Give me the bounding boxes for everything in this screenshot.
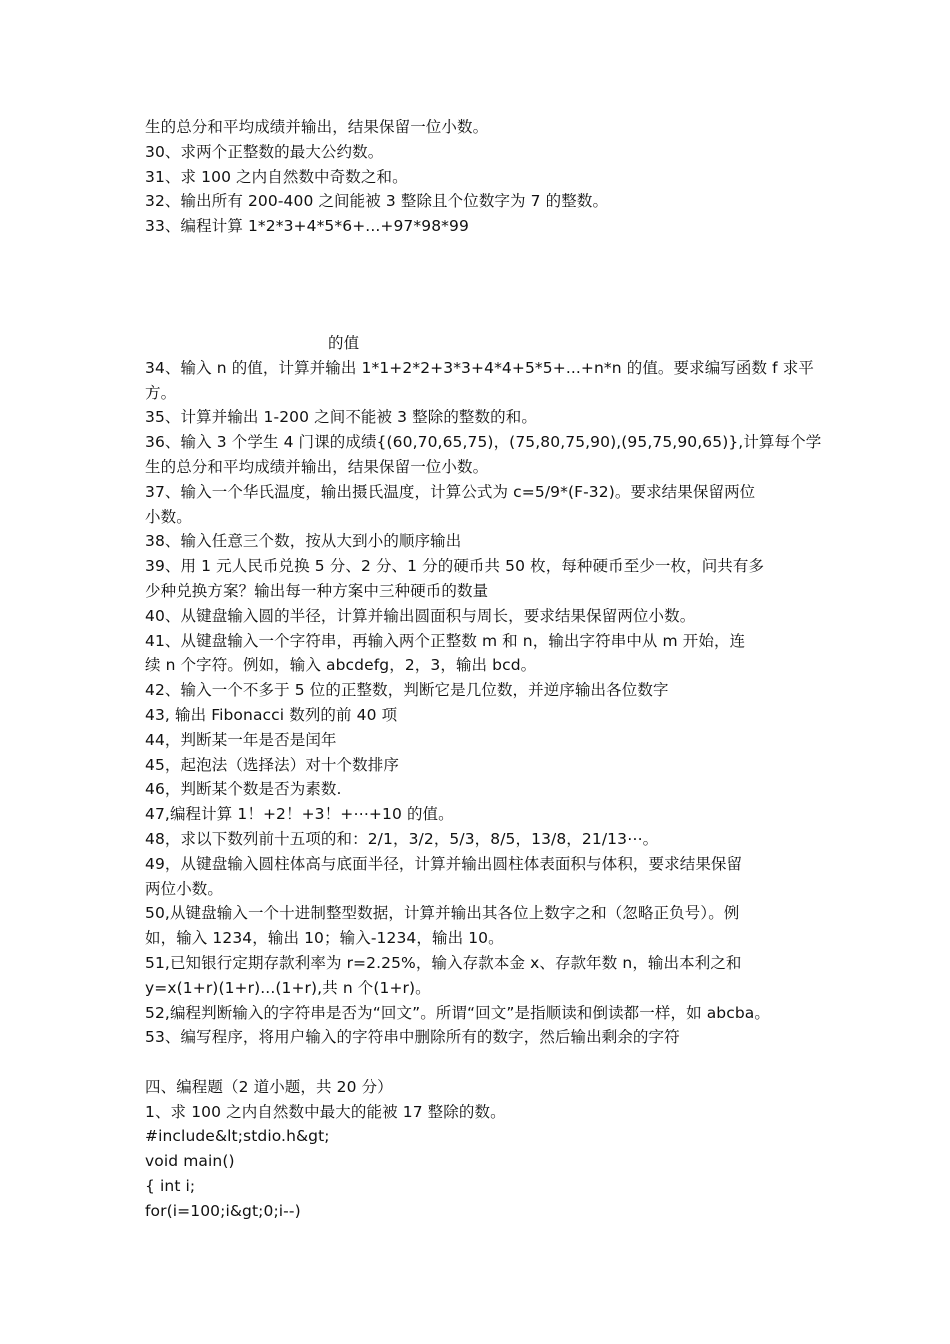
exercise-36: 36、输入 3 个学生 4 门课的成绩{(60,70,65,75)，(75,80,75,90),(95,75,90,65)},计算每个学 — [145, 433, 822, 452]
exercise-48: 48，求以下数列前十五项的和：2/1，3/2，5/3，8/5，13/8，21/13⋯。 — [145, 829, 659, 848]
exercise-33-continuation: 的值 — [328, 333, 360, 352]
exercise-37: 37、输入一个华氏温度，输出摄氏温度，计算公式为 c=5/9*(F-32)。要求结果保留两位 — [145, 482, 756, 501]
exercise-36-continuation: 生的总分和平均成绩并输出，结果保留一位小数。 — [145, 457, 489, 476]
exercise-45: 45，起泡法（选择法）对十个数排序 — [145, 755, 399, 774]
exercise-42: 42、输入一个不多于 5 位的正整数，判断它是几位数，并逆序输出各位数字 — [145, 681, 669, 700]
exercise-39-continuation: 少种兑换方案？输出每一种方案中三种硬币的数量 — [145, 581, 489, 600]
exercise-46: 46，判断某个数是否为素数. — [145, 780, 342, 799]
exercise-38: 38、输入任意三个数，按从大到小的顺序输出 — [145, 532, 462, 551]
exercise-47: 47,编程计算 1！+2！+3！+⋯+10 的值。 — [145, 805, 454, 824]
exercise-49: 49，从键盘输入圆柱体高与底面半径，计算并输出圆柱体表面积与体积，要求结果保留 — [145, 854, 743, 873]
exercise-49-continuation: 两位小数。 — [145, 879, 224, 898]
exercise-40: 40、从键盘输入圆的半径，计算并输出圆面积与周长，要求结果保留两位小数。 — [145, 606, 696, 625]
exercise-51-continuation: y=x(1+r)(1+r)...(1+r),共 n 个(1+r)。 — [145, 978, 431, 997]
exercise-50: 50,从键盘输入一个十进制整型数据，计算并输出其各位上数字之和（忽略正负号）。例 — [145, 904, 740, 923]
document-content — [145, 115, 822, 1224]
exercise-34: 34、输入 n 的值，计算并输出 1*1+2*2+3*3+4*4+5*5+...+n*n 的值。要求编写函数 f 求平 — [145, 358, 814, 377]
text-line: 生的总分和平均成绩并输出，结果保留一位小数。 — [145, 118, 489, 136]
vertical-gap — [145, 239, 810, 331]
exercise-50-continuation: 如，输入 1234，输出 10；输入-1234，输出 10。 — [145, 929, 504, 948]
exercise-34-continuation: 方。 — [145, 383, 177, 402]
exercise-37-continuation: 小数。 — [145, 507, 192, 526]
programming-question-1: 1、求 100 之内自然数中最大的能被 17 整除的数。 — [145, 1102, 506, 1121]
code-line-loop: for(i=100;i&gt;0;i--) — [145, 1201, 301, 1220]
blank-line — [145, 1050, 810, 1075]
exercise-31: 31、求 100 之内自然数中奇数之和。 — [145, 167, 408, 186]
exercise-43: 43, 输出 Fibonacci 数列的前 40 项 — [145, 705, 398, 724]
exercise-41: 41、从键盘输入一个字符串，再输入两个正整数 m 和 n，输出字符串中从 m 开始，连 — [145, 631, 746, 650]
exercise-44: 44，判断某一年是否是闰年 — [145, 730, 337, 749]
exercise-51: 51,已知银行定期存款利率为 r=2.25%，输入存款本金 x、存款年数 n，输出本利之和 — [145, 953, 742, 972]
exercise-39: 39、用 1 元人民币兑换 5 分、2 分、1 分的硬币共 50 枚，每种硬币至少一枚，问共有多 — [145, 557, 765, 576]
exercise-35: 35、计算并输出 1-200 之间不能被 3 整除的整数的和。 — [145, 408, 537, 427]
section-heading: 四、编程题（2 道小题，共 20 分） — [145, 1077, 393, 1096]
exercise-30: 30、求两个正整数的最大公约数。 — [145, 142, 384, 161]
code-line-main: void main() — [145, 1152, 235, 1171]
exercise-41-continuation: 续 n 个字符。例如，输入 abcdefg，2，3，输出 bcd。 — [145, 656, 537, 675]
exercise-32: 32、输出所有 200-400 之间能被 3 整除且个位数字为 7 的整数。 — [145, 192, 609, 211]
code-line-declaration: { int i; — [145, 1177, 196, 1196]
exercise-33: 33、编程计算 1*2*3+4*5*6+...+97*98*99 — [145, 217, 469, 236]
exercise-52: 52,编程判断输入的字符串是否为“回文”。所谓“回文”是指顺读和倒读都一样，如 abcba。 — [145, 1003, 770, 1022]
exercise-53: 53、编写程序，将用户输入的字符串中删除所有的数字，然后输出剩余的字符 — [145, 1028, 680, 1047]
code-line-include: #include&lt;stdio.h&gt; — [145, 1127, 330, 1146]
